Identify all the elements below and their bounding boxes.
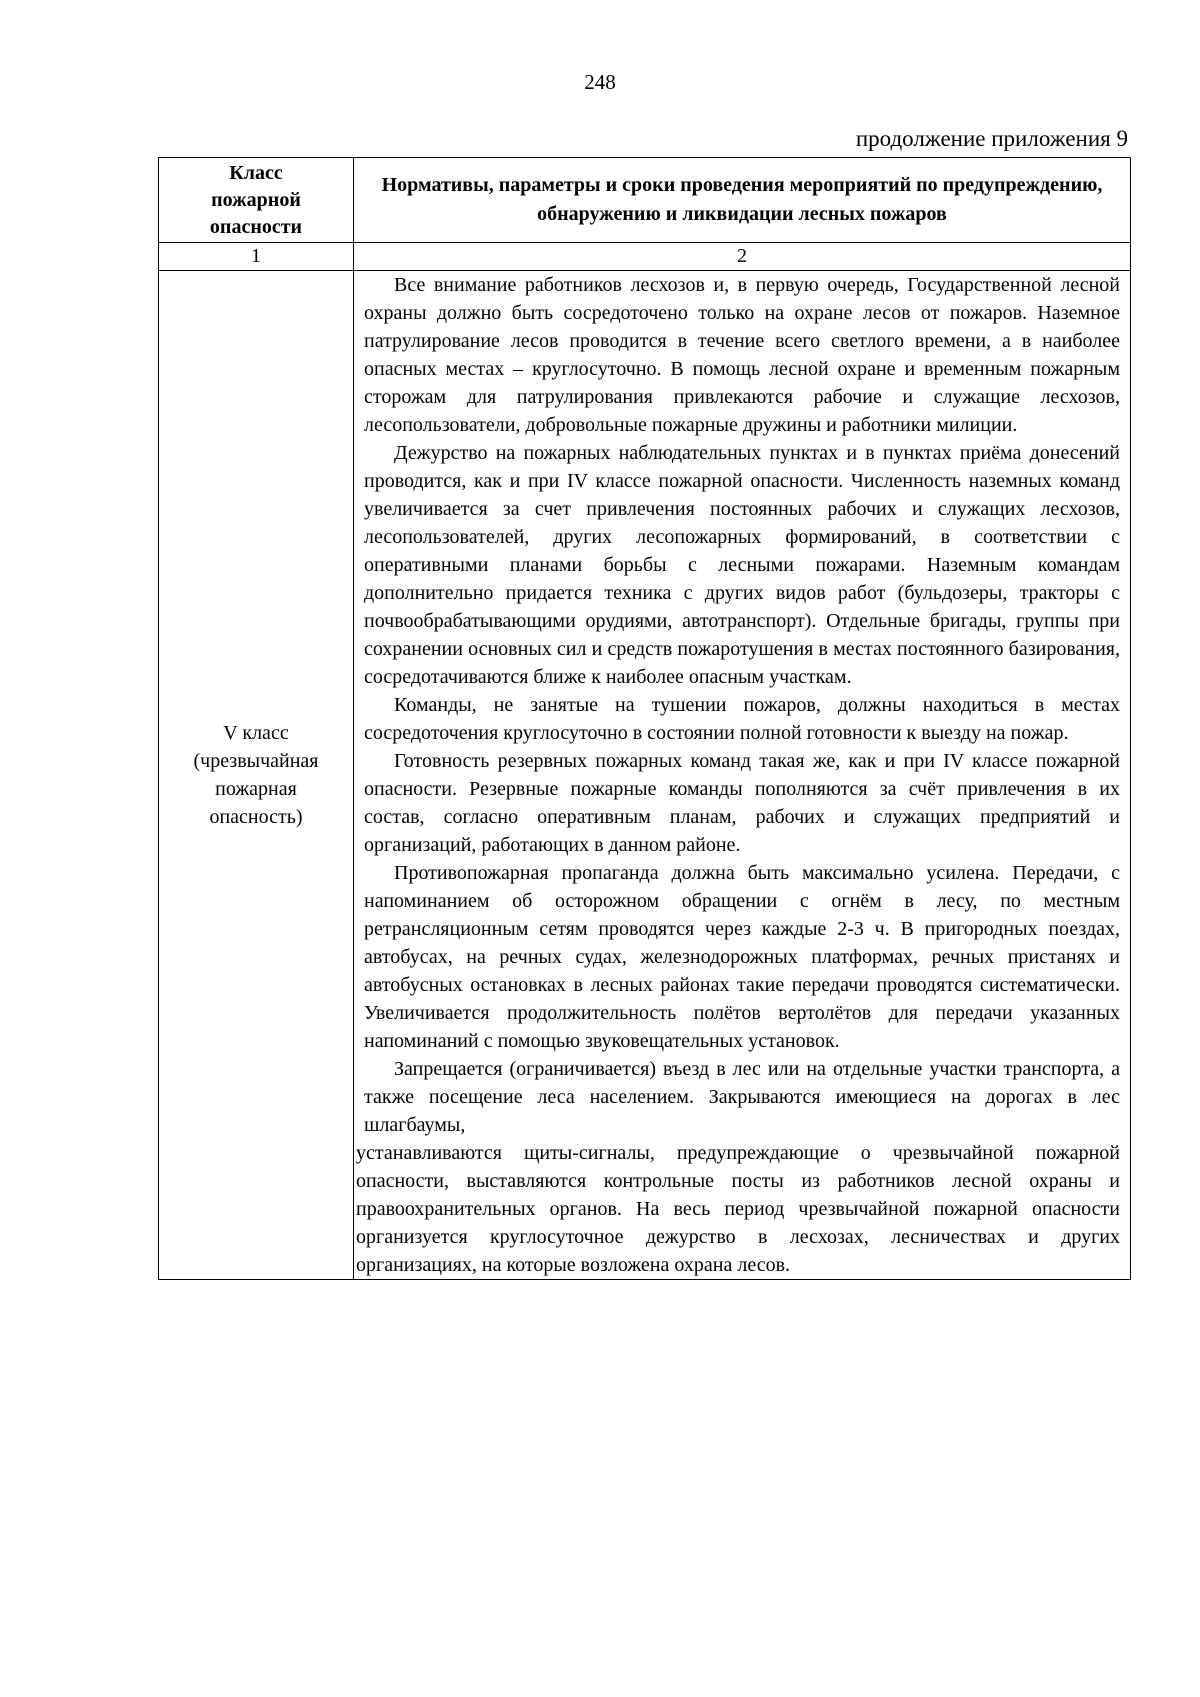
paragraph-5: Противопожарная пропаганда должна быть максимально усилена. Передачи, с напоминанием об осторожном обращении с огнём в лесу, по местным ретрансляционным сетям проводятся через каждые 2-3 ч. В пригородных поездах, автобусах, на речных судах, железнодорожных платформах, речных пристанях и автобусных остановках в лесных районах такие передачи проводятся систематически. Увеличивается продолжительность полётов вертолётов для передачи указанных напоминаний с помощью звуковещательных установок. — [364, 862, 1120, 1052]
continuation-note: продолжение приложения 9 — [855, 126, 1128, 151]
paragraph-1: Все внимание работников лесхозов и, в первую очередь, Государственной лесной охраны должно быть сосредоточено только на охране лесов от пожаров. Наземное патрулирование лесов проводится в течение всего светлого времени, а в наиболее опасных местах – круглосуточно. В помощь лесной охране и временным пожарным сторожам для патрулирования привлекаются рабочие и служащие лесхозов, лесопользователи, добровольные пожарные дружины и работники милиции. — [364, 274, 1120, 436]
paragraph-4: Готовность резервных пожарных команд такая же, как и при IV классе пожарной опасности. Резервные пожарные команды пополняются за счёт привлечения в их состав, согласно оперативным планам, рабочих и служащих предприятий и организаций, работающих в данном районе. — [364, 750, 1120, 856]
regulations-table — [158, 157, 1131, 1280]
header-fire-class — [159, 158, 354, 243]
table-header-row — [159, 158, 1131, 243]
header-fire-class-text: Класс пожарной опасности — [209, 161, 303, 238]
paragraph-6: Запрещается (ограничивается) въезд в лес или на отдельные участки транспорта, а также посещение леса населением. Закрываются имеющиеся на дорогах в лес шлагбаумы, — [364, 1058, 1120, 1136]
paragraph-2: Дежурство на пожарных наблюдательных пунктах и в пунктах приёма донесений проводится, как и при IV классе пожарной опасности. Численность наземных команд увеличивается за счет привлечения постоянных рабочих и служащих лесхозов, лесопользователей, других лесопожарных формирований, в соответствии с оперативными планами борьбы с лесными пожарами. Наземным командам дополнительно придается техника с других видов работ (бульдозеры, тракторы с почвообрабатывающими орудиями, автотранспорт). Отдельные бригады, группы при сохранении основных сил и средств пожаротушения в местах постоянного базирования, сосредотачиваются ближе к наиболее опасным участкам. — [364, 442, 1120, 688]
paragraph-7: устанавливаются щиты-сигналы, предупреждающие о чрезвычайной пожарной опасности, выставляются контрольные посты из работников лесной охраны и правоохранительных органов. На весь период чрезвычайной пожарной опасности организуется круглосуточное дежурство в лесхозах, лесничествах и других организациях, на которые возложена охрана лесов. — [356, 1142, 1120, 1276]
column-number-row — [159, 243, 1131, 271]
column-number-2: 2 — [354, 243, 1131, 271]
table-row — [159, 271, 1131, 1280]
regulations-cell — [354, 271, 1131, 1280]
paragraph-3: Команды, не занятые на тушении пожаров, должны находиться в местах сосредоточения круглосуточно в состоянии полной готовности к выезду на пожар. — [364, 694, 1120, 744]
header-regulations — [354, 158, 1131, 243]
fire-class-label: V класс (чрезвычайная пожарная опасность) — [193, 722, 319, 828]
column-number-1: 1 — [159, 243, 354, 271]
page-number: 248 — [584, 70, 616, 94]
fire-class-cell — [159, 271, 354, 1280]
header-regulations-text: Нормативы, параметры и сроки проведения мероприятий по предупреждению, обнаружению и ликвидации лесных пожаров — [381, 174, 1103, 225]
